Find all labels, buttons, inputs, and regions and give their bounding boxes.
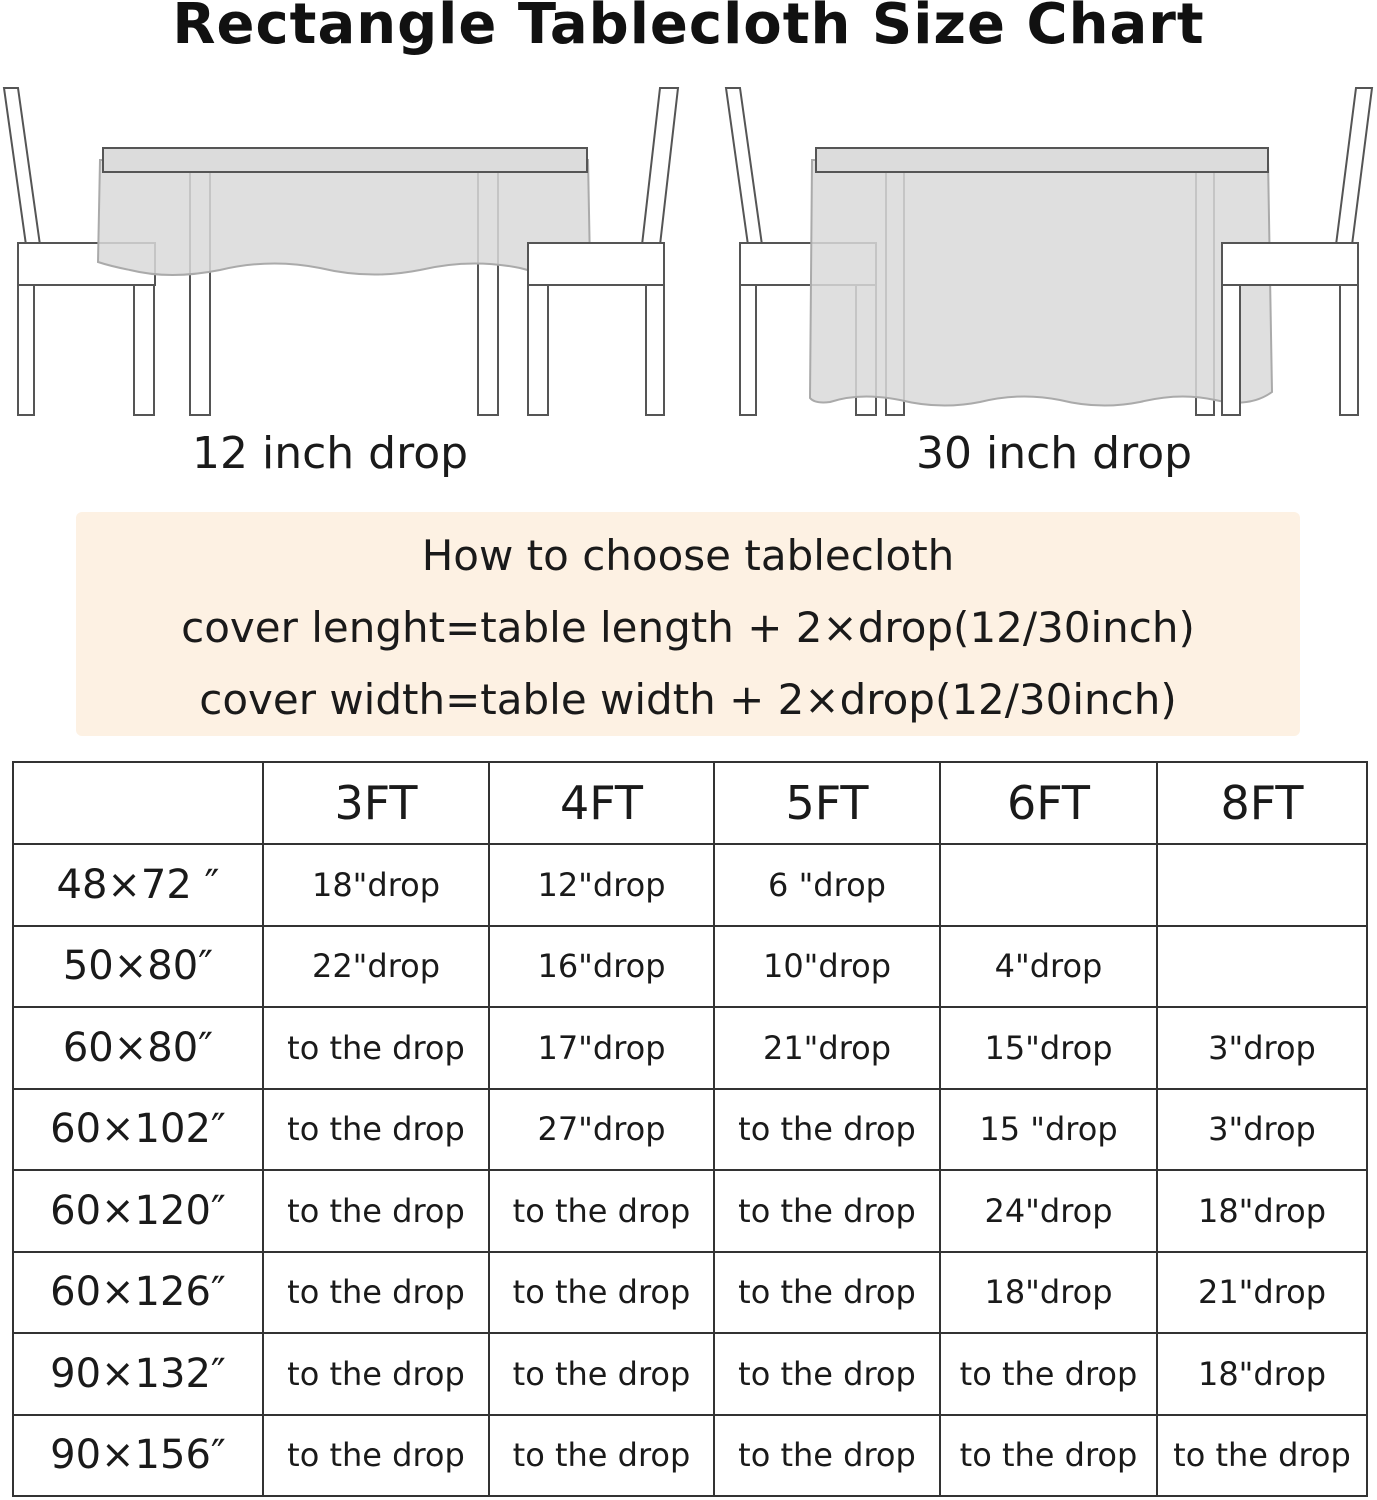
table-cell: to the drop (940, 1333, 1157, 1415)
column-header: 8FT (1157, 762, 1367, 844)
column-header: 5FT (714, 762, 940, 844)
table-cell: to the drop (489, 1252, 714, 1334)
table-cell: 18"drop (1157, 1170, 1367, 1252)
table-row (13, 1007, 1367, 1089)
table-cell: to the drop (489, 1333, 714, 1415)
how-to-choose-box (76, 512, 1300, 736)
table-cell: 3"drop (1157, 1089, 1367, 1171)
row-size-label: 50×80″ (13, 926, 263, 1008)
table-cell: to the drop (714, 1252, 940, 1334)
table-cell: to the drop (263, 1252, 489, 1334)
table-cell: to the drop (263, 1415, 489, 1497)
corner-cell (13, 762, 263, 844)
table-cell: 3"drop (1157, 1007, 1367, 1089)
table-cell: to the drop (1157, 1415, 1367, 1497)
column-header: 3FT (263, 762, 489, 844)
table-cell: 24"drop (940, 1170, 1157, 1252)
header-row (13, 762, 1367, 844)
row-size-label: 48×72 ″ (13, 844, 263, 926)
table-illustrations (0, 80, 1377, 425)
table-cell: 18"drop (263, 844, 489, 926)
table-cell: to the drop (489, 1170, 714, 1252)
caption-30-inch: 30 inch drop (916, 428, 1193, 479)
table-cell: 21"drop (1157, 1252, 1367, 1334)
table-cell (1157, 926, 1367, 1008)
table-cell: 18"drop (1157, 1333, 1367, 1415)
table-cell: to the drop (714, 1170, 940, 1252)
table-cell: 6 "drop (714, 844, 940, 926)
table-cell: 27"drop (489, 1089, 714, 1171)
table-cell: to the drop (714, 1333, 940, 1415)
table-cell: to the drop (263, 1333, 489, 1415)
tablecloth-short (98, 160, 590, 275)
table-cell (940, 844, 1157, 926)
column-header: 6FT (940, 762, 1157, 844)
table-cell: 10"drop (714, 926, 940, 1008)
formula-length: cover lenght=table length + 2×drop(12/30inch) (181, 603, 1195, 652)
column-header: 4FT (489, 762, 714, 844)
row-size-label: 60×126″ (13, 1252, 263, 1334)
row-size-label: 60×80″ (13, 1007, 263, 1089)
table-row (13, 1252, 1367, 1334)
table-cell: 21"drop (714, 1007, 940, 1089)
table-cell: to the drop (263, 1089, 489, 1171)
table-row (13, 1170, 1367, 1252)
table-cell: 4"drop (940, 926, 1157, 1008)
tablecloth-long (810, 160, 1272, 406)
table-row (13, 1415, 1367, 1497)
table-cell: to the drop (263, 1170, 489, 1252)
table-cell: 12"drop (489, 844, 714, 926)
table-cell: 22"drop (263, 926, 489, 1008)
formula-width: cover width=table width + 2×drop(12/30inch) (199, 675, 1177, 724)
table-cell: to the drop (263, 1007, 489, 1089)
table-cell: 17"drop (489, 1007, 714, 1089)
table-row (13, 1089, 1367, 1171)
chair-illustration (528, 88, 678, 415)
table-cell: to the drop (489, 1415, 714, 1497)
table-cell: to the drop (714, 1089, 940, 1171)
row-size-label: 90×156″ (13, 1415, 263, 1497)
caption-12-inch: 12 inch drop (192, 428, 469, 479)
how-to-heading: How to choose tablecloth (421, 531, 955, 580)
table-cell: to the drop (940, 1415, 1157, 1497)
row-size-label: 60×120″ (13, 1170, 263, 1252)
table-cell (1157, 844, 1367, 926)
table-cell: 15"drop (940, 1007, 1157, 1089)
table-row (13, 844, 1367, 926)
table-cell: 16"drop (489, 926, 714, 1008)
table-cell: 15 "drop (940, 1089, 1157, 1171)
size-chart-table (12, 761, 1368, 1497)
row-size-label: 60×102″ (13, 1089, 263, 1171)
table-cell: to the drop (714, 1415, 940, 1497)
table-row (13, 926, 1367, 1008)
table-row (13, 1333, 1367, 1415)
table-cell: 18"drop (940, 1252, 1157, 1334)
page-title: Rectangle Tablecloth Size Chart (172, 0, 1205, 57)
row-size-label: 90×132″ (13, 1333, 263, 1415)
